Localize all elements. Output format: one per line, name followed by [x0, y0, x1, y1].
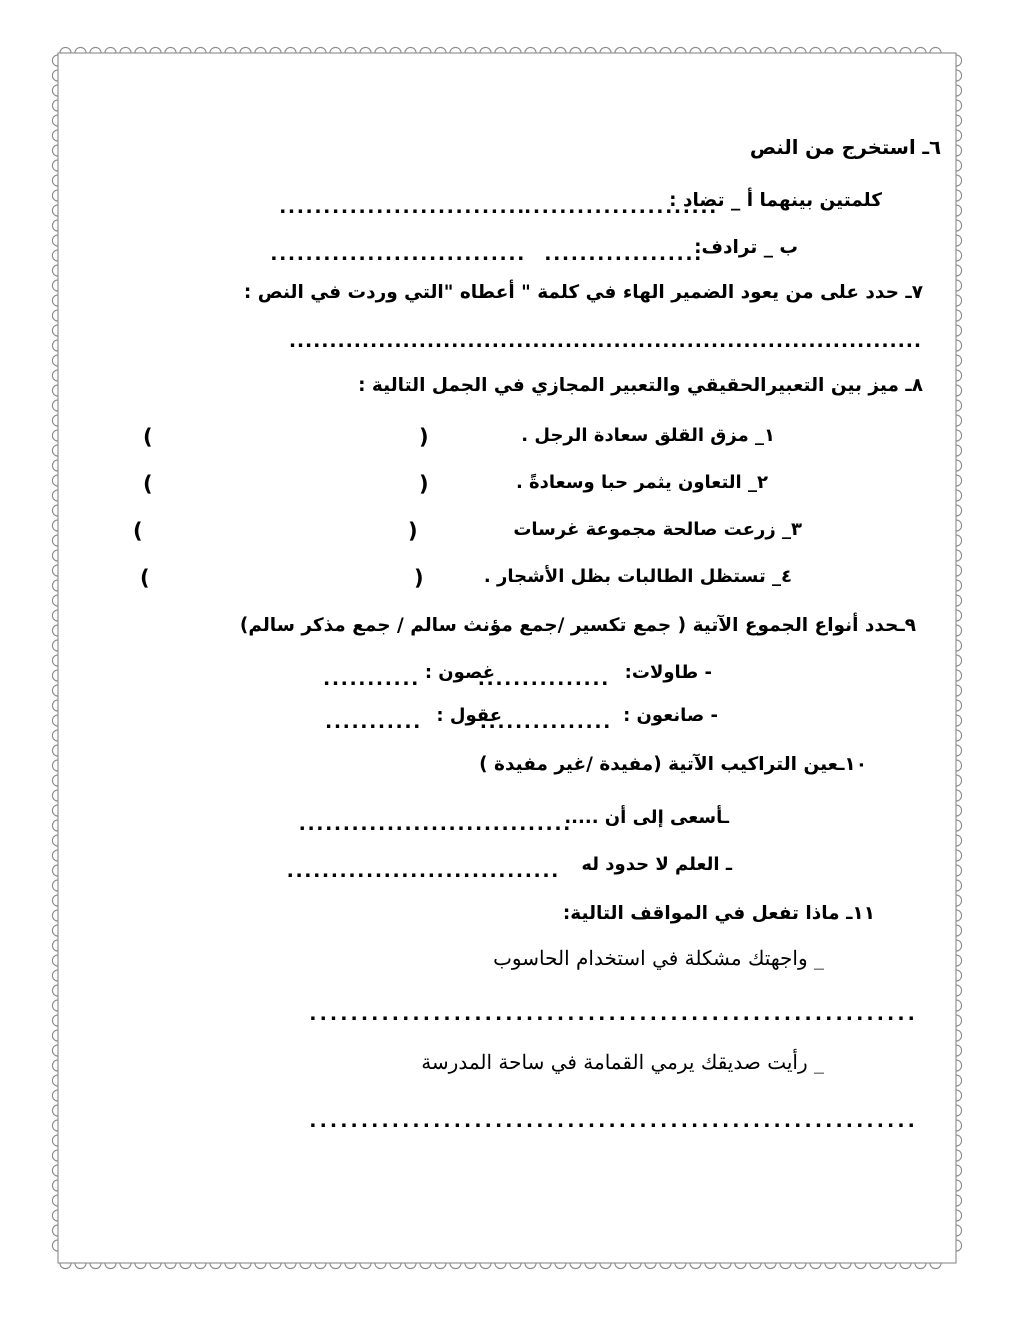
question-9-heading: ٩ـحدد أنواع الجموع الآتية ( جمع تكسير /جمع مؤنث سالم / جمع مذكر سالم)	[239, 615, 916, 636]
question-8-item-1-text: ١_ مزق القلق سعادة الرجل .	[521, 425, 775, 446]
question-10-row-1-text: ـأسعى إلى أن .....	[564, 807, 729, 828]
question-7-heading: ٧ـ حدد على من يعود الضمير الهاء في كلمة " أعطاه "التي وردت في النص :	[243, 282, 923, 303]
question-8-item-4-open-paren[interactable]: (	[140, 566, 150, 590]
worksheet-body	[70, 60, 950, 1260]
question-9-row-1-right-label: - طاولات:	[624, 662, 712, 683]
question-9-row-1-right-blank[interactable]: ...............	[477, 668, 610, 690]
question-8-item-2-text: ٢_ التعاون يثمر حبا وسعادةً .	[515, 472, 768, 493]
question-8-item-4-close-paren[interactable]: )	[414, 566, 424, 590]
question-6-row-2-label: ب _ ترادف:	[694, 237, 798, 258]
question-6-row-2-blank-a[interactable]: ..................	[544, 243, 703, 265]
question-11-situation-1-answer-line[interactable]: ...........................................................	[309, 1003, 918, 1025]
question-10-row-2-blank[interactable]: ...............................	[286, 860, 560, 882]
question-11-heading: ١١ـ ماذا تفعل في المواقف التالية:	[562, 903, 875, 924]
question-8-item-3-text: ٣_ زرعت صالحة مجموعة غرسات	[513, 519, 802, 540]
question-9-row-2-left-label: عقول :	[436, 705, 502, 726]
question-8-item-1-open-paren[interactable]: (	[143, 425, 153, 449]
question-10-row-2-text: ـ العلم لا حدود له	[581, 854, 732, 875]
question-9-row-1-left-blank[interactable]: ...........	[323, 668, 420, 690]
question-9-row-2-right-label: - صانعون :	[623, 705, 718, 726]
question-6-row-2-blank-b[interactable]: .............................	[270, 243, 526, 265]
question-8-item-4-text: ٤_ تستظل الطالبات بظل الأشجار .	[483, 566, 792, 587]
question-8-heading: ٨ـ ميز بين التعبيرالحقيقي والتعبير المجازي في الجمل التالية :	[358, 375, 923, 396]
question-6-row-1-label: كلمتين بينهما أ _ تضاد :	[669, 190, 882, 211]
question-9-row-1-left-label: غصون :	[424, 662, 495, 683]
question-8-item-1-close-paren[interactable]: )	[419, 425, 429, 449]
question-11-situation-1-text: _ واجهتك مشكلة في استخدام الحاسوب	[493, 946, 824, 970]
question-11-situation-2-text: _ رأيت صديقك يرمي القمامة في ساحة المدرسة	[421, 1050, 824, 1074]
question-6-row-1-blank-b[interactable]: ............................	[279, 196, 526, 218]
question-10-row-1-blank[interactable]: ...............................	[298, 813, 572, 835]
question-9-row-2-left-blank[interactable]: ...........	[325, 711, 422, 733]
question-7-answer-line[interactable]: ..............................................................................	[288, 330, 922, 352]
question-6-heading: ٦ـ استخرج من النص	[749, 136, 941, 159]
question-6-row-1-blank-a[interactable]: ......................	[524, 196, 718, 218]
question-11-situation-2-answer-line[interactable]: ...........................................................	[309, 1110, 918, 1132]
question-8-item-3-open-paren[interactable]: (	[133, 519, 143, 543]
question-8-item-2-open-paren[interactable]: (	[143, 472, 153, 496]
question-8-item-3-close-paren[interactable]: )	[408, 519, 418, 543]
question-10-heading: ١٠ـعين التراكيب الآتية (مفيدة /غير مفيدة )	[479, 754, 867, 775]
question-8-item-2-close-paren[interactable]: )	[419, 472, 429, 496]
question-9-row-2-right-blank[interactable]: ...............	[479, 711, 612, 733]
